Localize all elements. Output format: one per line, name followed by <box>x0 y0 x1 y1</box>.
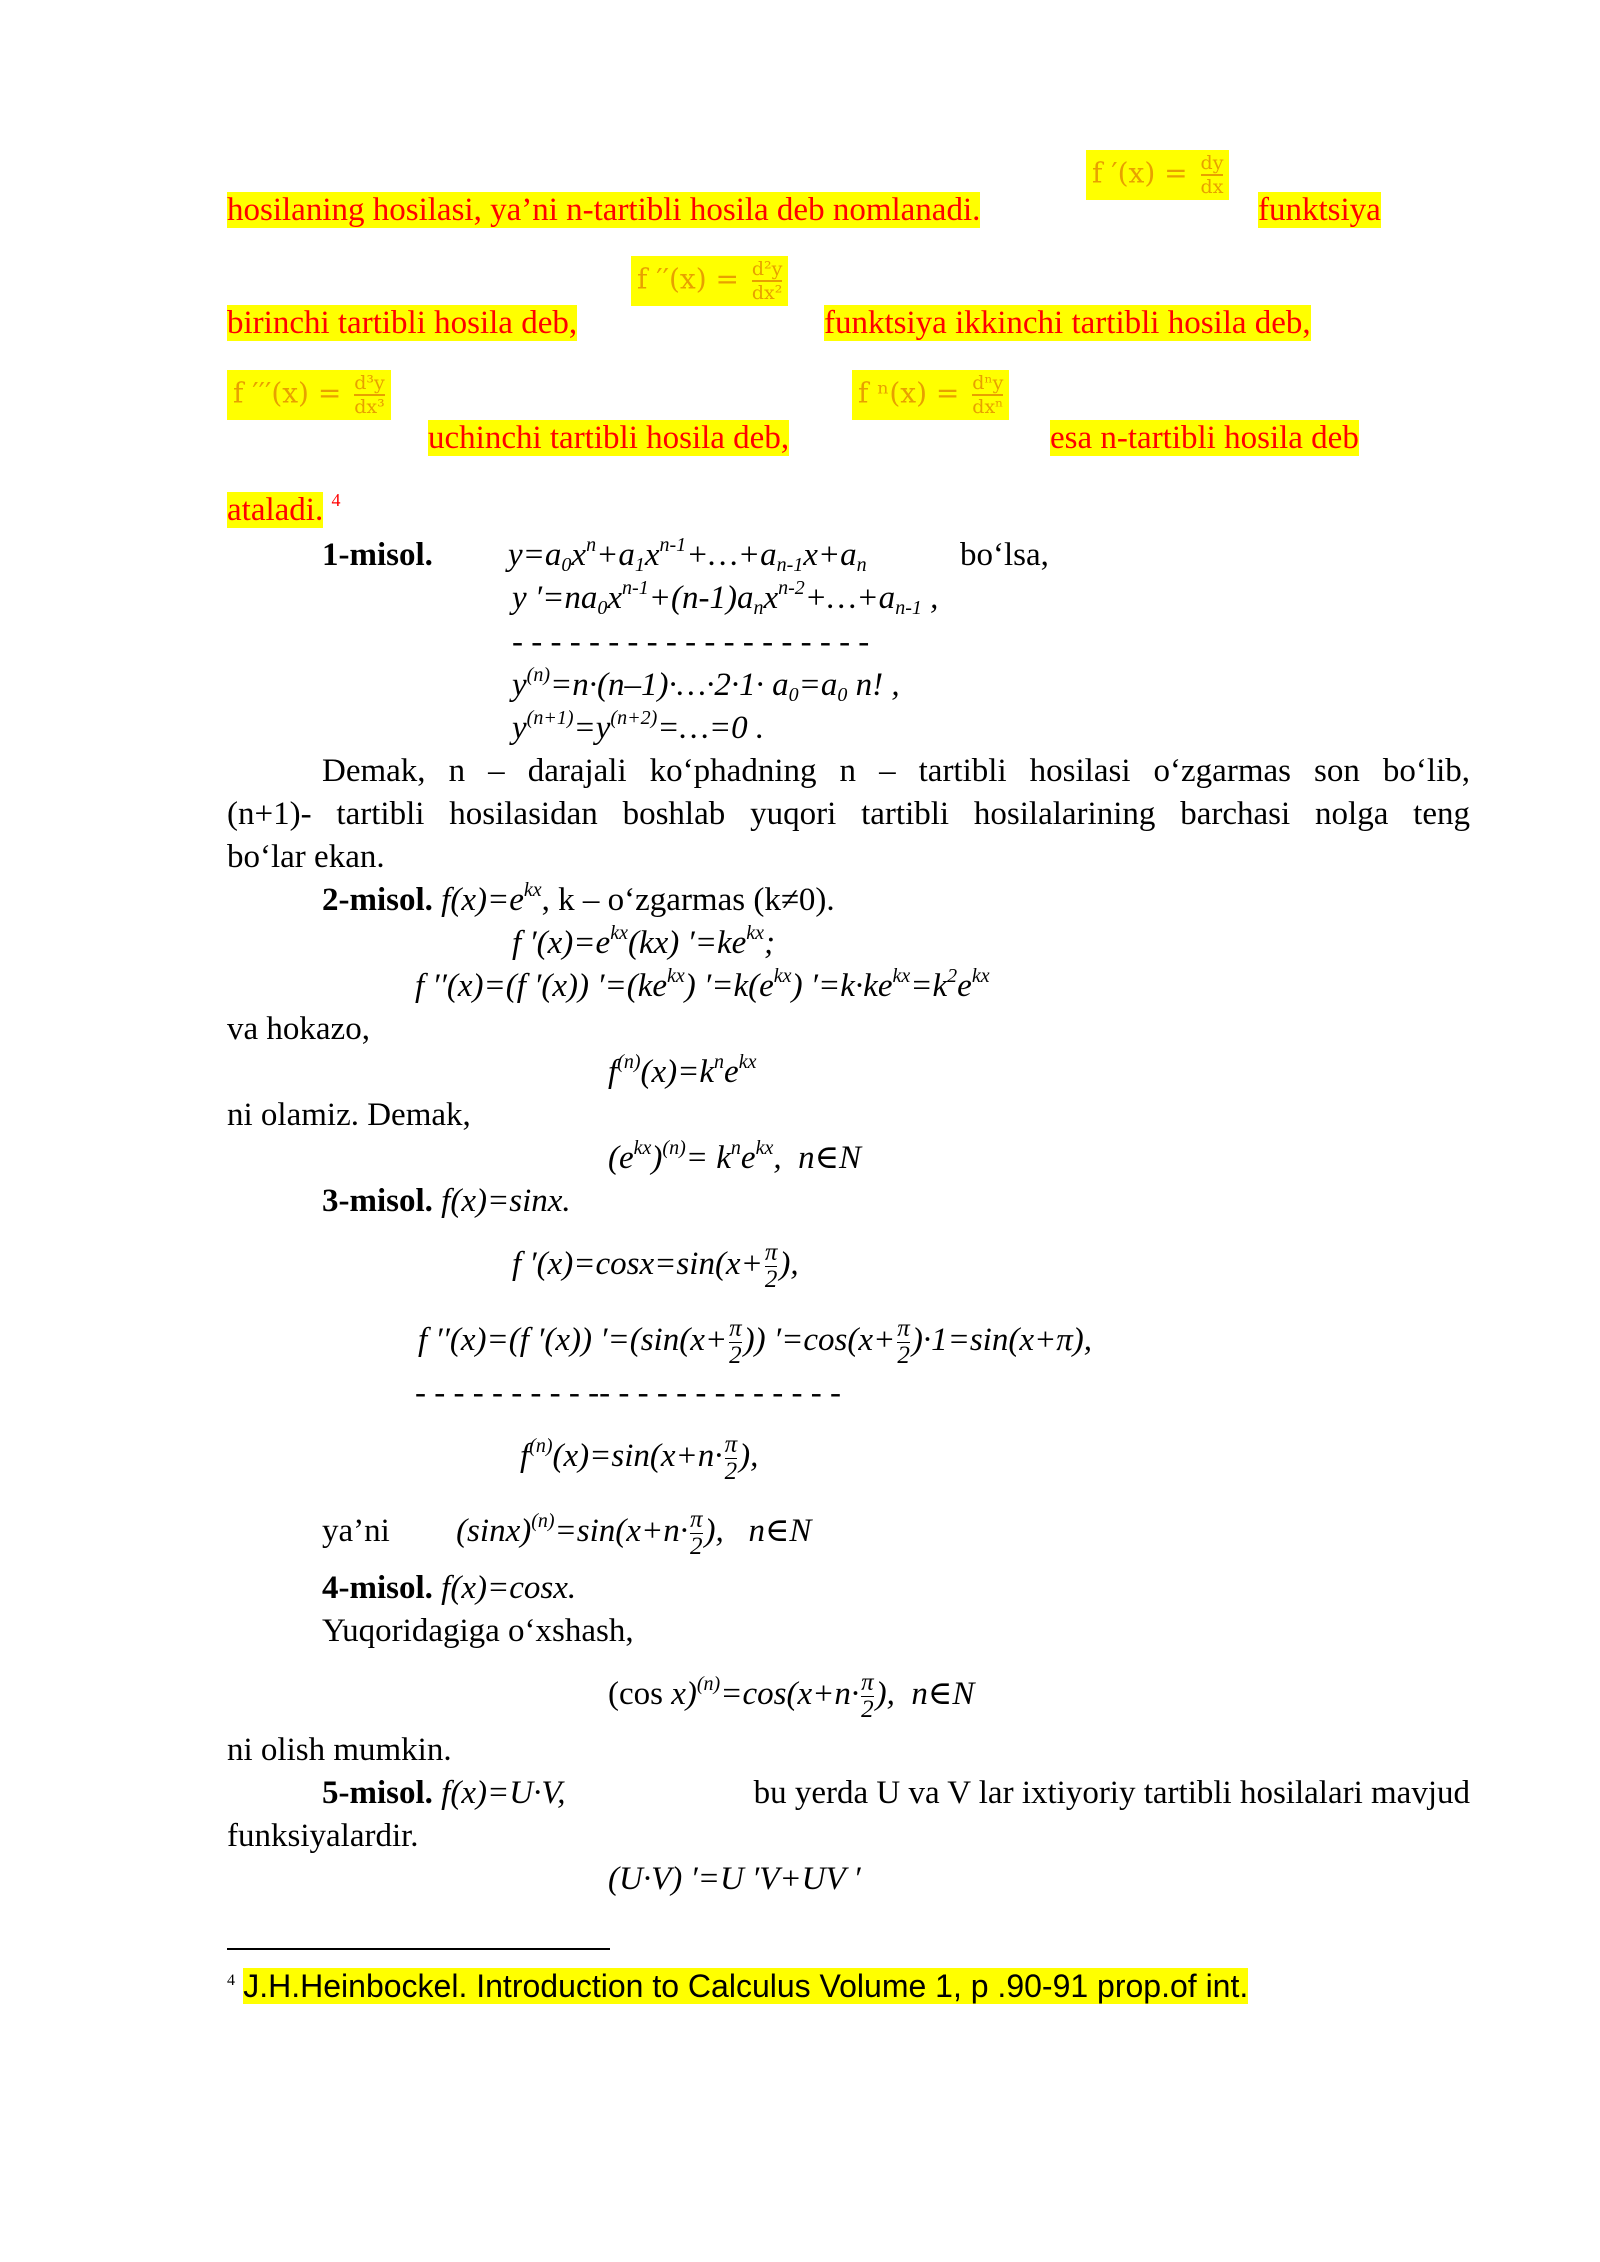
footnote-number: 4 <box>227 1972 235 1989</box>
ex2-eq2: f ′′(x)=(f ′(x)) $'=(ke^{kx})$ $'=k(e^{kx})$ $'=k\cdot ke^{kx}=k^2e^{kx}$ <box>415 965 990 1004</box>
ex2-header <box>322 880 835 920</box>
ex1-dashes: - - - - - - - - - - - - - - - - - - - <box>512 624 870 660</box>
intro-line-1-text: hosilaning hosilasi, ya’ni n-tartibli hosila deb nomlanadi. <box>227 192 981 228</box>
ex1-conclusion-3: bo‘lar ekan. <box>227 839 385 875</box>
footnote-ref: 4 <box>331 490 341 510</box>
fraction-den: dx² <box>751 282 783 304</box>
ex3-eq1: f ′(x)=cosx=sin(x+ $\frac{\pi}{2}$ ), <box>512 1239 799 1293</box>
ex3-yani <box>322 1507 811 1560</box>
formula-second-derivative <box>631 256 788 306</box>
ex1-conclusion-1-text: Demak, n – darajali ko‘phadning n – tartibli hosilasi o‘zgarmas son bo‘lib, <box>322 753 1470 789</box>
formula-lhs: f ′(x) = <box>1092 156 1188 190</box>
formula-lhs: f ′′(x) = <box>637 262 739 296</box>
ex1-eq2: y $'=na_0x^{n-1}+(n-1)a_nx^{n-2}+\dots+a_{n-1}$ , <box>512 577 939 619</box>
intro-line-2-tail <box>824 303 1311 343</box>
pi-over-2: $\frac{\pi}{2}$ <box>861 1669 874 1723</box>
intro-line-1-tail-text: funktsiya <box>1258 192 1381 228</box>
intro-line-1-tail <box>1258 190 1381 230</box>
pi-over-2: $\frac{\pi}{2}$ <box>764 1239 778 1293</box>
ex4-header <box>322 1568 576 1608</box>
ex4-label: 4-misol. <box>322 1570 433 1606</box>
n-in-N: n∈N <box>798 1140 862 1176</box>
intro-line-3-tail1-text: uchinchi tartibli hosila deb, <box>428 420 790 456</box>
formula-first-derivative <box>1086 150 1229 200</box>
intro-line-2-tail-text: funktsiya ikkinchi tartibli hosila deb, <box>824 305 1311 341</box>
ex2-f: $f(x)=e^{kx}$ <box>441 879 542 918</box>
n-in-N: n∈N <box>911 1676 975 1713</box>
ex1-conclusion-2 <box>227 794 1470 834</box>
intro-line-3-tail2-text: esa n-tartibli hosila deb <box>1050 420 1359 456</box>
ex4-eq: (cos x)$^{(n)}$=cos(x+n· $\frac{\pi}{2}$ ), n∈N <box>608 1669 975 1723</box>
intro-line-3-tail1 <box>428 418 789 458</box>
ex4-f: f(x)=cosx. <box>441 1570 577 1606</box>
ex5-text-1: bu yerda U va V lar ixtiyoriy tartibli hosilalari mavjud <box>753 1775 1470 1811</box>
ex5-eq: (U·V) ′=U ′V+UV ′ <box>608 1861 861 1897</box>
ex1-tail: bo‘lsa, <box>960 537 1049 573</box>
ex1-label: 1-misol. <box>322 537 433 573</box>
ex3-eq4: $(\sin x)^{(n)}=\sin(x+n\cdot$ $\frac{\pi}{2}$ ), n∈N <box>456 1506 812 1560</box>
footnote <box>227 1966 1248 2007</box>
pi-over-2: $\frac{\pi}{2}$ <box>689 1506 703 1560</box>
footnote-text: J.H.Heinbockel. Introduction to Calculus Volume 1, p .90-91 prop.of int. <box>243 1968 1249 2004</box>
formula-fraction <box>972 372 1003 418</box>
fraction-den: dx <box>1200 176 1224 198</box>
ex2-eq1: f $'(x)=e^{kx}(kx)$ $'=ke^{kx}$; <box>512 922 776 961</box>
pi-over-2: $\frac{\pi}{2}$ <box>729 1315 742 1369</box>
ex4-similar: Yuqoridagiga o‘xshash, <box>322 1613 634 1649</box>
fraction-num: d³y <box>354 372 385 394</box>
ex3-label: 3-misol. <box>322 1183 433 1219</box>
formula-lhs: f ⁿ(x) = <box>858 376 960 410</box>
fraction-num: d²y <box>751 258 783 280</box>
fraction-den: dx³ <box>354 396 385 418</box>
ex3-yani-label: ya’ni <box>322 1513 390 1550</box>
ex3-f: f(x)=sinx. <box>441 1183 571 1219</box>
ex1-eq4: $y^{(n+1)}=y^{(n+2)}=\dots=0$ . <box>512 707 765 746</box>
intro-line-1 <box>227 190 980 230</box>
pi-over-2: $\frac{\pi}{2}$ <box>897 1315 910 1369</box>
ex3-dashes: - - - - - - - - - -- - - - - - - - - - - - - <box>415 1375 842 1411</box>
ex2-label: 2-misol. <box>322 882 433 918</box>
footnote-rule <box>227 1948 610 1950</box>
ex2-cond: , k – o‘zgarmas (k≠0). <box>541 882 835 918</box>
intro-line-4 <box>227 490 340 530</box>
ex1-eq3: $y^{(n)}=n\cdot(n-1)\cdot\dots\cdot 2\cdot 1\cdot a_0=a_0$ n! , <box>512 664 900 706</box>
intro-line-4-text: ataladi. <box>227 492 324 528</box>
fraction-num: dⁿy <box>972 372 1004 394</box>
ex5-text-2: funksiyalardir. <box>227 1818 419 1854</box>
formula-lhs: f ′′′(x) = <box>233 376 342 410</box>
n-in-N: n∈N <box>748 1513 812 1550</box>
ex3-header <box>322 1181 571 1221</box>
ex5-header <box>322 1773 1470 1813</box>
formula-fraction <box>1201 152 1224 198</box>
formula-fraction <box>354 372 385 418</box>
intro-line-2-text: birinchi tartibli hosila deb, <box>227 305 578 341</box>
intro-line-2 <box>227 303 577 343</box>
ex1-eq1: $y=a_0x^n+a_1x^{n-1}+\dots+a_{n-1}x+a_n$ <box>508 534 867 576</box>
fraction-den: dxⁿ <box>972 396 1004 418</box>
pi-over-2: $\frac{\pi}{2}$ <box>724 1431 738 1485</box>
formula-nth-derivative <box>852 370 1009 420</box>
ex2-va-hokazo: va hokazo, <box>227 1011 370 1047</box>
ex2-eq4: $(e^{kx})^{(n)}= k^ne^{kx}$, n∈N <box>608 1137 862 1176</box>
ex5-label: 5-misol. <box>322 1775 433 1811</box>
intro-line-3-tail2 <box>1050 418 1359 458</box>
ex1-conclusion-1 <box>322 751 1470 791</box>
fraction-num: dy <box>1200 152 1224 174</box>
ex3-eq2: f ′′(x)=(f ′(x)) ′=(sin(x+ $\frac{\pi}{2}$ )) ′=cos(x+ $\frac{\pi}{2}$ )·1=sin(x+π), <box>418 1315 1093 1369</box>
ex2-ni-olamiz: ni olamiz. Demak, <box>227 1097 471 1133</box>
ex3-eq3: $f^{(n)}(x)=\sin(x+n\cdot$ $\frac{\pi}{2}$ ), <box>520 1431 759 1485</box>
ex5-f: f(x)=U·V, <box>441 1775 566 1811</box>
ex1-conclusion-2-text: (n+1)- tartibli hosilasidan boshlab yuqori tartibli hosilalarining barchasi nolga teng <box>227 796 1470 832</box>
ex4-ni-olish: ni olish mumkin. <box>227 1732 452 1768</box>
formula-third-derivative <box>227 370 391 420</box>
formula-fraction <box>752 258 783 304</box>
ex2-eq3: $f^{(n)}(x)=k^ne^{kx}$ <box>608 1051 757 1090</box>
